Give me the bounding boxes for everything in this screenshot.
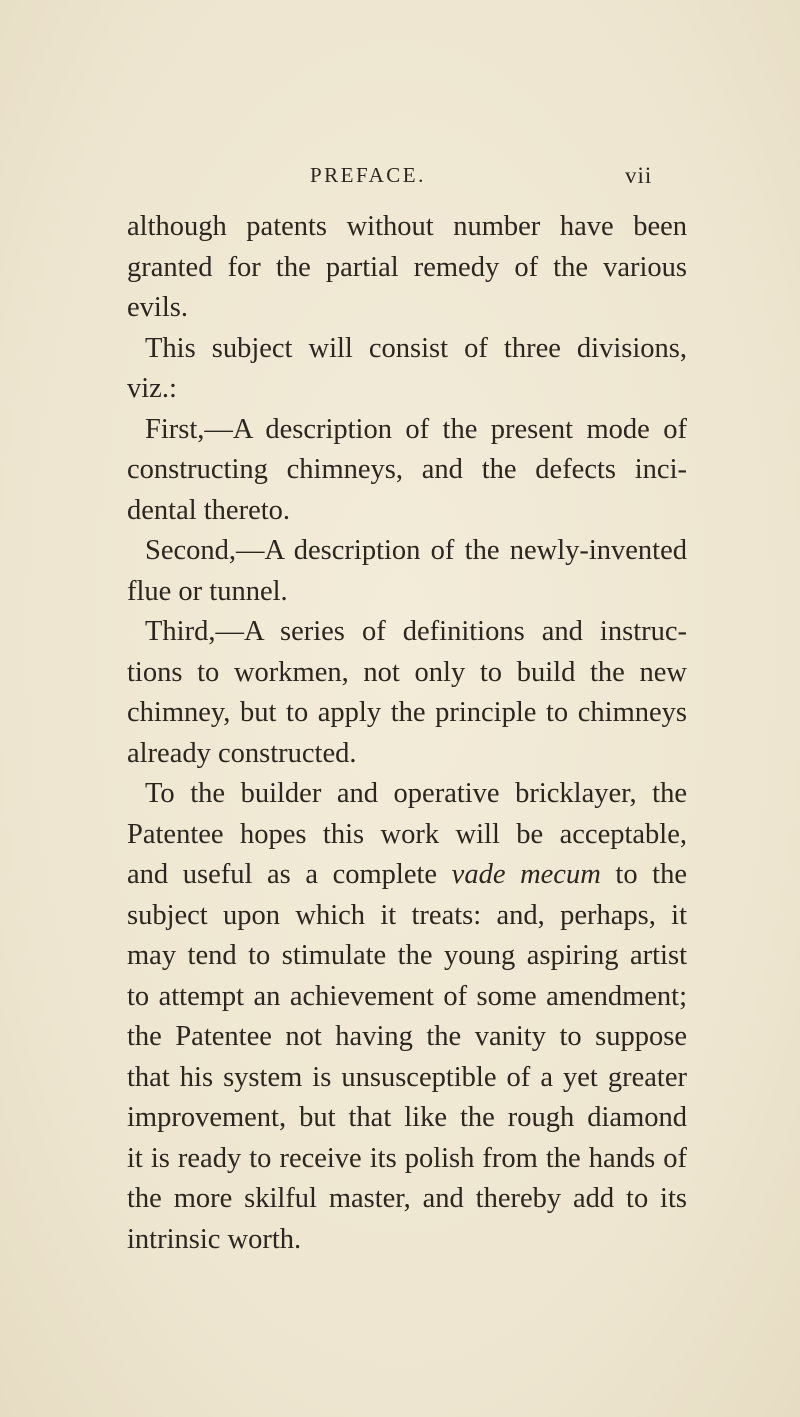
text-line [127,693,687,734]
text-line [127,977,687,1018]
running-title: PREFACE. [310,163,426,187]
text-line-content: already constructed. [127,737,357,769]
text-line [127,329,687,370]
text-line [127,1017,687,1058]
text-line-content: intrinsic worth. [127,1223,302,1255]
text-line [127,491,687,532]
text-line [127,531,687,572]
text-line [127,815,687,856]
text-line-content: it is ready to receive its polish from the hands of [127,1142,687,1174]
text-line-content: evils. [127,292,188,323]
text-line-content: chimney, but to apply the principle to chimneys [127,697,687,728]
page-number: vii [625,163,653,188]
text-line-content: To the builder and operative bricklayer, the [145,778,687,809]
text-line [127,936,687,977]
text-line [127,1220,687,1261]
text-line-content: may tend to stimulate the young aspiring artist [127,940,687,971]
text-line-content: and useful as a complete [127,859,438,890]
running-head [0,163,800,193]
text-line [127,734,687,775]
text-line-continuation: to the [615,859,687,890]
text-line [127,896,687,937]
text-line-content: the Patentee not having the vanity to suppose [127,1021,687,1052]
text-line-content: dental thereto. [127,494,291,526]
text-line-content: Third,—A series of definitions and instruc- [145,616,687,647]
italic-phrase: vade mecum [451,859,601,890]
text-line-content: Second,—A description of the newly-invented [145,535,687,566]
text-line-content: although patents without number have been [127,211,687,242]
text-line [127,774,687,815]
text-line-content: to attempt an achievement of some amendment; [127,980,687,1012]
text-line [127,450,687,491]
body-text [127,207,687,1260]
text-line-content: flue or tunnel. [127,575,288,607]
text-line-content: Patentee hopes this work will be acceptable, [127,818,687,850]
text-line [127,410,687,451]
text-line [127,288,687,329]
text-line-content: granted for the partial remedy of the various [127,251,687,283]
text-line [127,369,687,410]
text-line-content: viz.: [127,373,177,404]
text-line [127,1179,687,1220]
text-line [127,1098,687,1139]
text-line-content: that his system is unsusceptible of a yet greater [127,1061,687,1093]
text-line [127,1058,687,1099]
text-line-content: constructing chimneys, and the defects inci- [127,454,687,485]
text-line-content: improvement, but that like the rough diamond [127,1102,687,1133]
text-line-content: the more skilful master, and thereby add to its [127,1183,687,1214]
text-line [127,207,687,248]
text-line [127,572,687,613]
text-line [127,1139,687,1180]
text-line [127,248,687,289]
text-line-content: subject upon which it treats: and, perhaps, it [127,899,687,931]
text-line-content: tions to workmen, not only to build the new [127,656,687,688]
text-line-content: This subject will consist of three divisions, [145,332,687,364]
text-line [127,855,687,896]
text-line [127,653,687,694]
text-line [127,612,687,653]
text-line-content: First,—A description of the present mode of [145,413,687,445]
